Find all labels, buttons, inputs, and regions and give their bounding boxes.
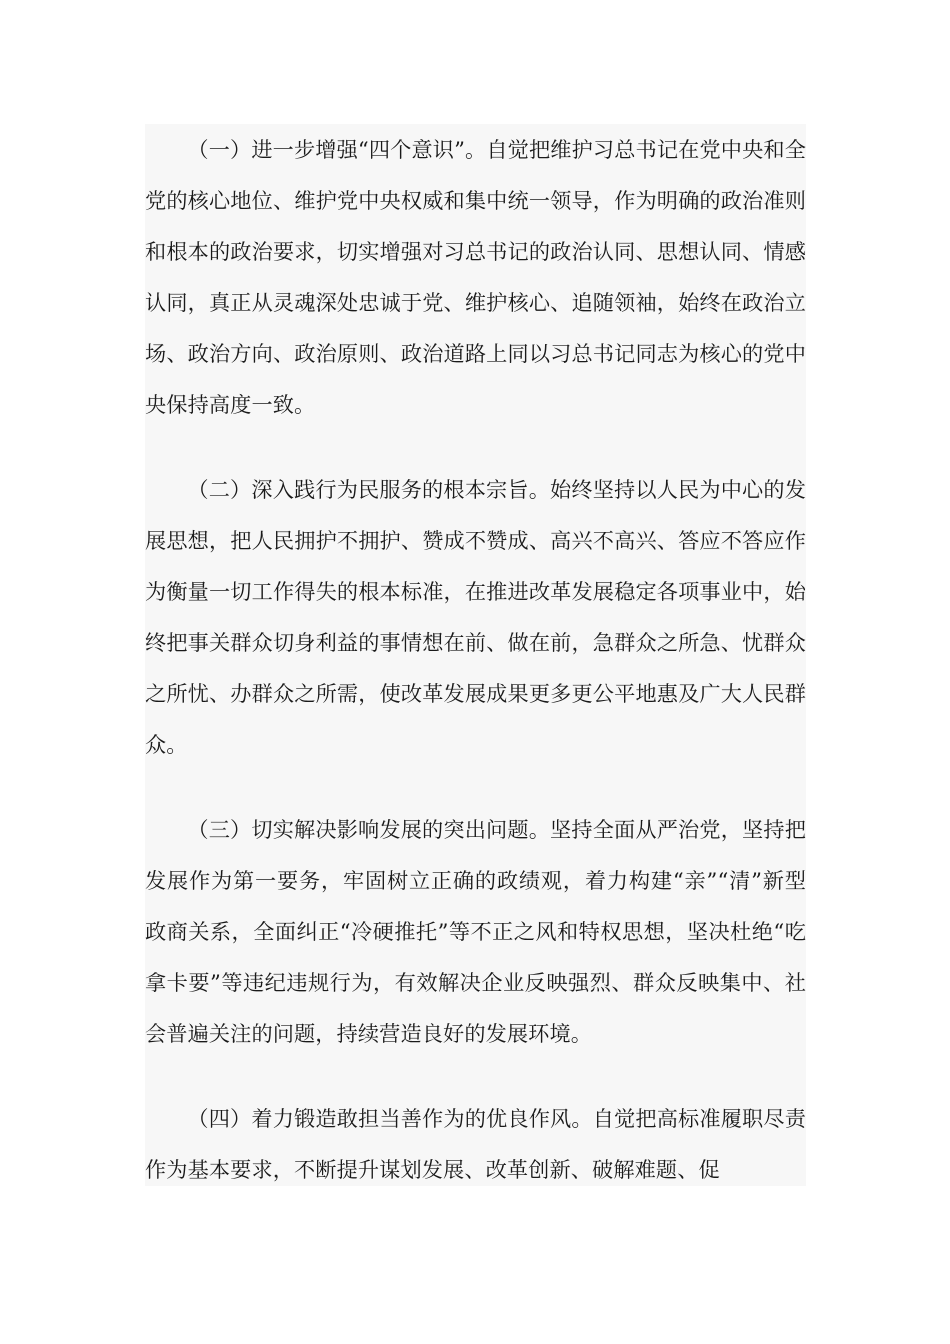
paragraph-1: （一）进一步增强“四个意识”。自觉把维护习总书记在党中央和全党的核心地位、维护党中央权威和集中统一领导，作为明确的政治准则和根本的政治要求，切实增强对习总书记的政治认同、思想认同、情感认同，真正从灵魂深处忠诚于党、维护核心、追随领袖，始终在政治立场、政治方向、政治原则、政治道路上同以习总书记同志为核心的党中央保持高度一致。 bbox=[145, 137, 806, 417]
document-body bbox=[145, 124, 806, 1186]
paragraph-3: （三）切实解决影响发展的突出问题。坚持全面从严治党，坚持把发展作为第一要务，牢固树立正确的政绩观，着力构建“亲”“清”新型政商关系，全面纠正“冷硬推托”等不正之风和特权思想，坚决杜绝“吃拿卡要”等违纪违规行为，有效解决企业反映强烈、群众反映集中、社会普遍关注的问题，持续营造良好的发展环境。 bbox=[145, 817, 806, 1046]
paragraph-4: （四）着力锻造敢担当善作为的优良作风。自觉把高标准履职尽责作为基本要求，不断提升谋划发展、改革创新、破解难题、促 bbox=[145, 1106, 806, 1182]
paragraph-2: （二）深入践行为民服务的根本宗旨。始终坚持以人民为中心的发展思想，把人民拥护不拥护、赞成不赞成、高兴不高兴、答应不答应作为衡量一切工作得失的根本标准，在推进改革发展稳定各项事业中，始终把事关群众切身利益的事情想在前、做在前，急群众之所急、忧群众之所忧、办群众之所需，使改革发展成果更多更公平地惠及广大人民群众。 bbox=[145, 477, 806, 757]
